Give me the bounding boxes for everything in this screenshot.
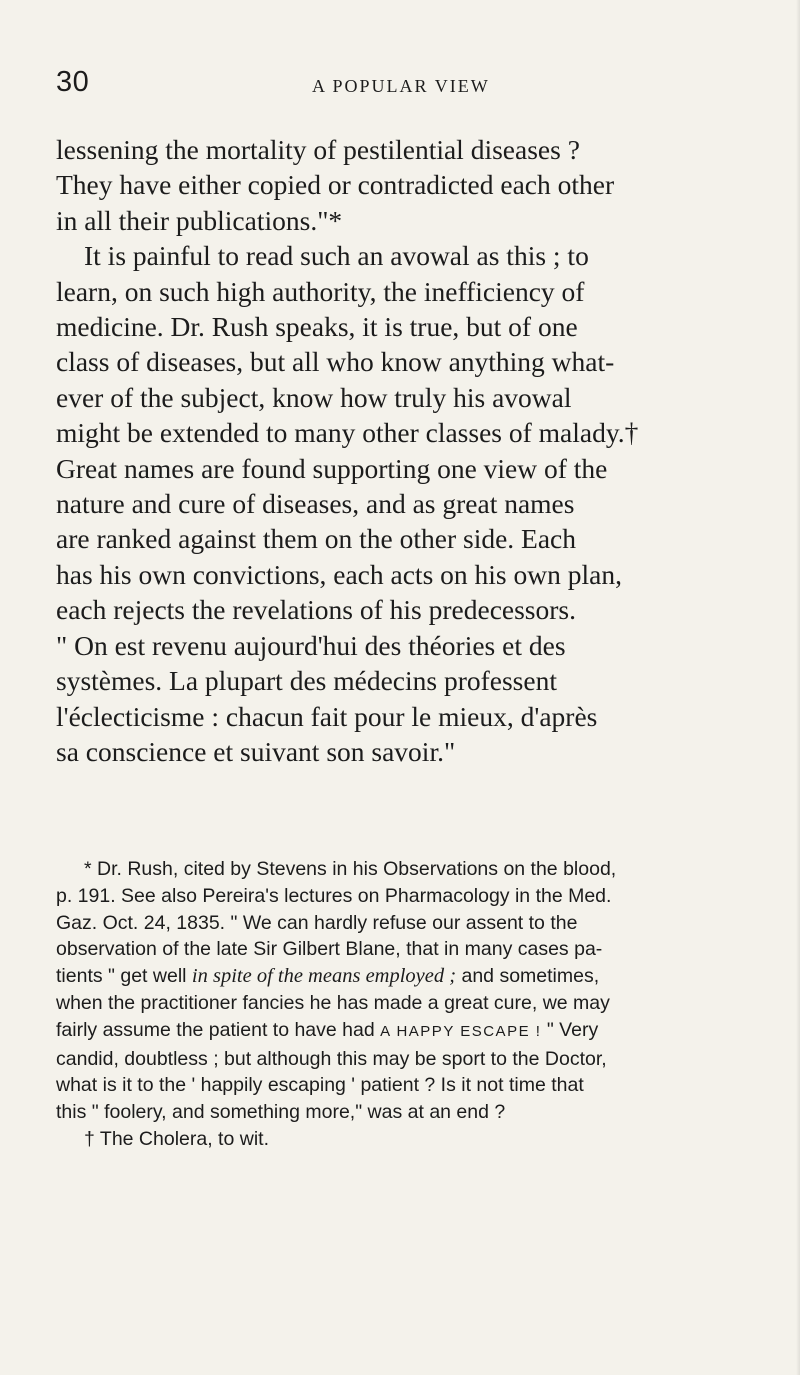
footnote-line: when the practitioner fancies he has made a great cure, we may xyxy=(56,991,610,1014)
text-line: " On est revenu aujourd'hui des théories et des xyxy=(56,629,566,661)
text-line: They have either copied or contradicted each other xyxy=(56,169,615,201)
footnote-line: observation of the late Sir Gilbert Blane, that in many cases pa- xyxy=(56,938,603,961)
text-line: medicine. Dr. Rush speaks, it is true, but of one xyxy=(56,311,578,343)
text-line: each rejects the revelations of his predecessors. xyxy=(56,594,576,626)
footnote-line: † The Cholera, to wit. xyxy=(84,1127,269,1150)
text-line: class of diseases, but all who know anything what- xyxy=(56,346,615,378)
footnote-line: Gaz. Oct. 24, 1835. " We can hardly refuse our assent to the xyxy=(56,911,578,934)
text-line: l'éclecticisme : chacun fait pour le mieux, d'après xyxy=(56,700,598,732)
text-line: are ranked against them on the other side. Each xyxy=(56,523,577,555)
footnote-line: this " foolery, and something more," was at an end ? xyxy=(56,1101,506,1124)
footnote-line: p. 191. See also Pereira's lectures on Pharmacology in the Med. xyxy=(56,884,612,907)
text-line: nature and cure of diseases, and as great names xyxy=(56,488,575,520)
footnotes xyxy=(56,856,761,1153)
page-edge-shadow xyxy=(796,0,800,1375)
page-header xyxy=(56,66,746,106)
text-line: might be extended to many other classes of malady.† xyxy=(56,417,639,449)
footnote-text: tients " get well xyxy=(56,965,192,988)
main-text xyxy=(56,132,756,769)
text-line: ever of the subject, know how truly his avowal xyxy=(56,381,572,413)
text-line: lessening the mortality of pestilential diseases ? xyxy=(56,134,580,165)
text-line: systèmes. La plupart des médecins professent xyxy=(56,665,557,697)
page-number: 30 xyxy=(56,66,90,98)
footnote-line: what is it to the ' happily escaping ' patient ? Is it not time that xyxy=(56,1074,584,1097)
footnote-line: * Dr. Rush, cited by Stevens in his Observations on the blood, xyxy=(84,858,617,880)
text-line: has his own convictions, each acts on his own plan, xyxy=(56,558,622,590)
footnote-italic-text: in spite of the means employed ; xyxy=(191,965,457,988)
text-line: Great names are found supporting one view of the xyxy=(56,452,608,484)
footnote-line xyxy=(56,963,761,990)
text-line: in all their publications."* xyxy=(56,204,343,236)
text-line: learn, on such high authority, the inefficiency of xyxy=(56,275,585,307)
footnote-text: and sometimes, xyxy=(456,965,600,988)
text-line: It is painful to read such an avowal as this ; to xyxy=(84,240,589,272)
footnote-text: " Very xyxy=(541,1018,599,1041)
footnote-line: candid, doubtless ; but although this may be sport to the Doctor, xyxy=(56,1047,607,1070)
footnote-line xyxy=(56,1017,761,1046)
footnote-smallcaps-text: A HAPPY ESCAPE ! xyxy=(380,1022,542,1040)
footnote-text: fairly assume the patient to have had xyxy=(56,1018,381,1041)
running-head: A POPULAR VIEW xyxy=(312,76,490,96)
text-line: sa conscience et suivant son savoir." xyxy=(56,735,456,767)
